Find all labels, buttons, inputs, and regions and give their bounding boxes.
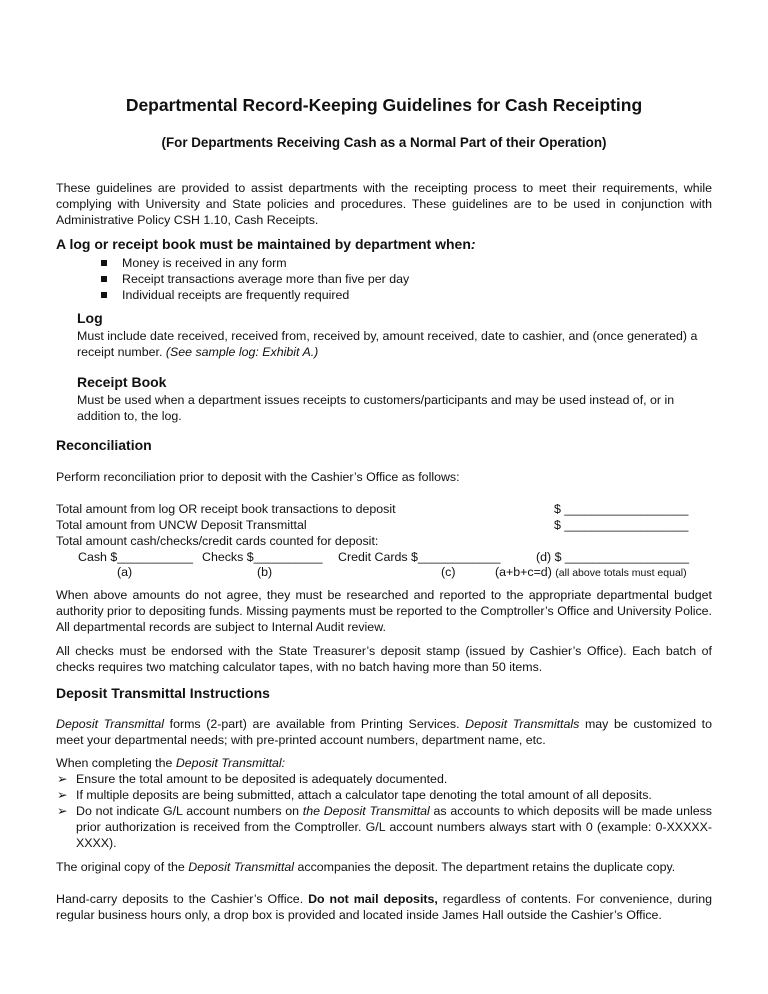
- credit-cards-field: Credit Cards $____________: [338, 550, 501, 564]
- reconciliation-paragraph-1: When above amounts do not agree, they must be researched and reported to the appropriate departmental budget authority prior to depositing funds. Missing payments must be reported to the Comptroller’s Office and University Police. All departmental records are subject to Internal Audit review.: [56, 588, 712, 634]
- deposit-forms-paragraph: Deposit Transmittal forms (2-part) are available from Printing Services. Deposit Transmittals may be customized to meet your departmental needs; with pre-printed account numbers, department name, etc.: [56, 717, 713, 747]
- reconciliation-intro: Perform reconciliation prior to deposit with the Cashier’s Office as follows:: [56, 470, 460, 484]
- blank-transmittal-total: $ __________________: [554, 518, 689, 532]
- blank-log-total: $ __________________: [554, 502, 689, 516]
- reconciliation-line-transmittal: Total amount from UNCW Deposit Transmittal: [56, 518, 307, 532]
- deposit-instructions-list: [56, 771, 712, 851]
- list-item: ➢ If multiple deposits are being submitted, attach a calculator tape denoting the total amount of all deposits.: [57, 788, 652, 802]
- log-description: Must include date received, received from, received by, amount received, date to cashier, and (once generated) a receipt number. (See sample log: Exhibit A.): [77, 329, 698, 359]
- receipt-book-description: Must be used when a department issues receipts to customers/participants and may be used instead of, or in addition to, the log.: [77, 393, 675, 423]
- reconciliation-line-counted: Total amount cash/checks/credit cards counted for deposit:: [56, 534, 379, 548]
- page-title: Departmental Record-Keeping Guidelines for Cash Receipting: [125, 95, 643, 115]
- square-bullet-icon: [101, 276, 107, 282]
- hand-carry-paragraph: Hand-carry deposits to the Cashier’s Office. Do not mail deposits, regardless of contents. For convenience, during regular business hours only, a drop box is provided and located inside James Hall outside the Cashier’s Office.: [56, 892, 712, 922]
- reconciliation-heading: Reconciliation: [56, 437, 152, 453]
- log-section-heading: A log or receipt book must be maintained by department when:: [56, 236, 476, 252]
- log-heading: Log: [77, 310, 103, 326]
- reconciliation-line-log: Total amount from log OR receipt book transactions to deposit: [56, 502, 396, 516]
- checks-field: Checks $__________: [202, 550, 323, 564]
- arrow-bullet-icon: ➢: [57, 804, 68, 818]
- square-bullet-icon: [101, 292, 107, 298]
- total-d-field: (d) $ __________________: [536, 550, 689, 564]
- square-bullet-icon: [101, 260, 107, 266]
- label-a: (a): [117, 565, 133, 579]
- original-copy-paragraph: The original copy of the Deposit Transmittal accompanies the deposit. The department retains the duplicate copy.: [56, 860, 676, 874]
- list-item: Money is received in any form: [98, 255, 409, 271]
- arrow-bullet-icon: ➢: [57, 772, 68, 786]
- list-item: Individual receipts are frequently required: [98, 287, 409, 303]
- list-item: Receipt transactions average more than five per day: [98, 271, 409, 287]
- receipt-book-heading: Receipt Book: [77, 374, 167, 390]
- label-c: (c): [441, 565, 456, 579]
- deposit-transmittal-heading: Deposit Transmittal Instructions: [56, 685, 270, 701]
- log-conditions-list: [98, 255, 409, 303]
- list-item: ➢ Do not indicate G/L account numbers on the Deposit Transmittal as accounts to which deposits will be made unless prior authorization is received from the Comptroller. G/L account numbers always start with 0 (example: 0-XXXXX-XXXX).: [57, 804, 712, 850]
- completing-intro: When completing the Deposit Transmittal:: [56, 756, 286, 770]
- label-b: (b): [257, 565, 273, 579]
- intro-paragraph: These guidelines are provided to assist departments with the receipting process to meet their requirements, while complying with University and State policies and procedures. These guidelines are to be used in conjunction with Administrative Policy CSH 1.10, Cash Receipts.: [56, 181, 712, 227]
- formula-label: (a+b+c=d) (all above totals must equal): [495, 565, 687, 579]
- cash-field: Cash $___________: [78, 550, 194, 564]
- arrow-bullet-icon: ➢: [57, 788, 68, 802]
- list-item: ➢ Ensure the total amount to be deposited is adequately documented.: [57, 772, 448, 786]
- page-subtitle: (For Departments Receiving Cash as a Normal Part of their Operation): [161, 135, 607, 150]
- reconciliation-paragraph-2: All checks must be endorsed with the State Treasurer’s deposit stamp (issued by Cashier’s Office). Each batch of checks requires two matching calculator tapes, with no batch having more than 50 items.: [56, 644, 712, 674]
